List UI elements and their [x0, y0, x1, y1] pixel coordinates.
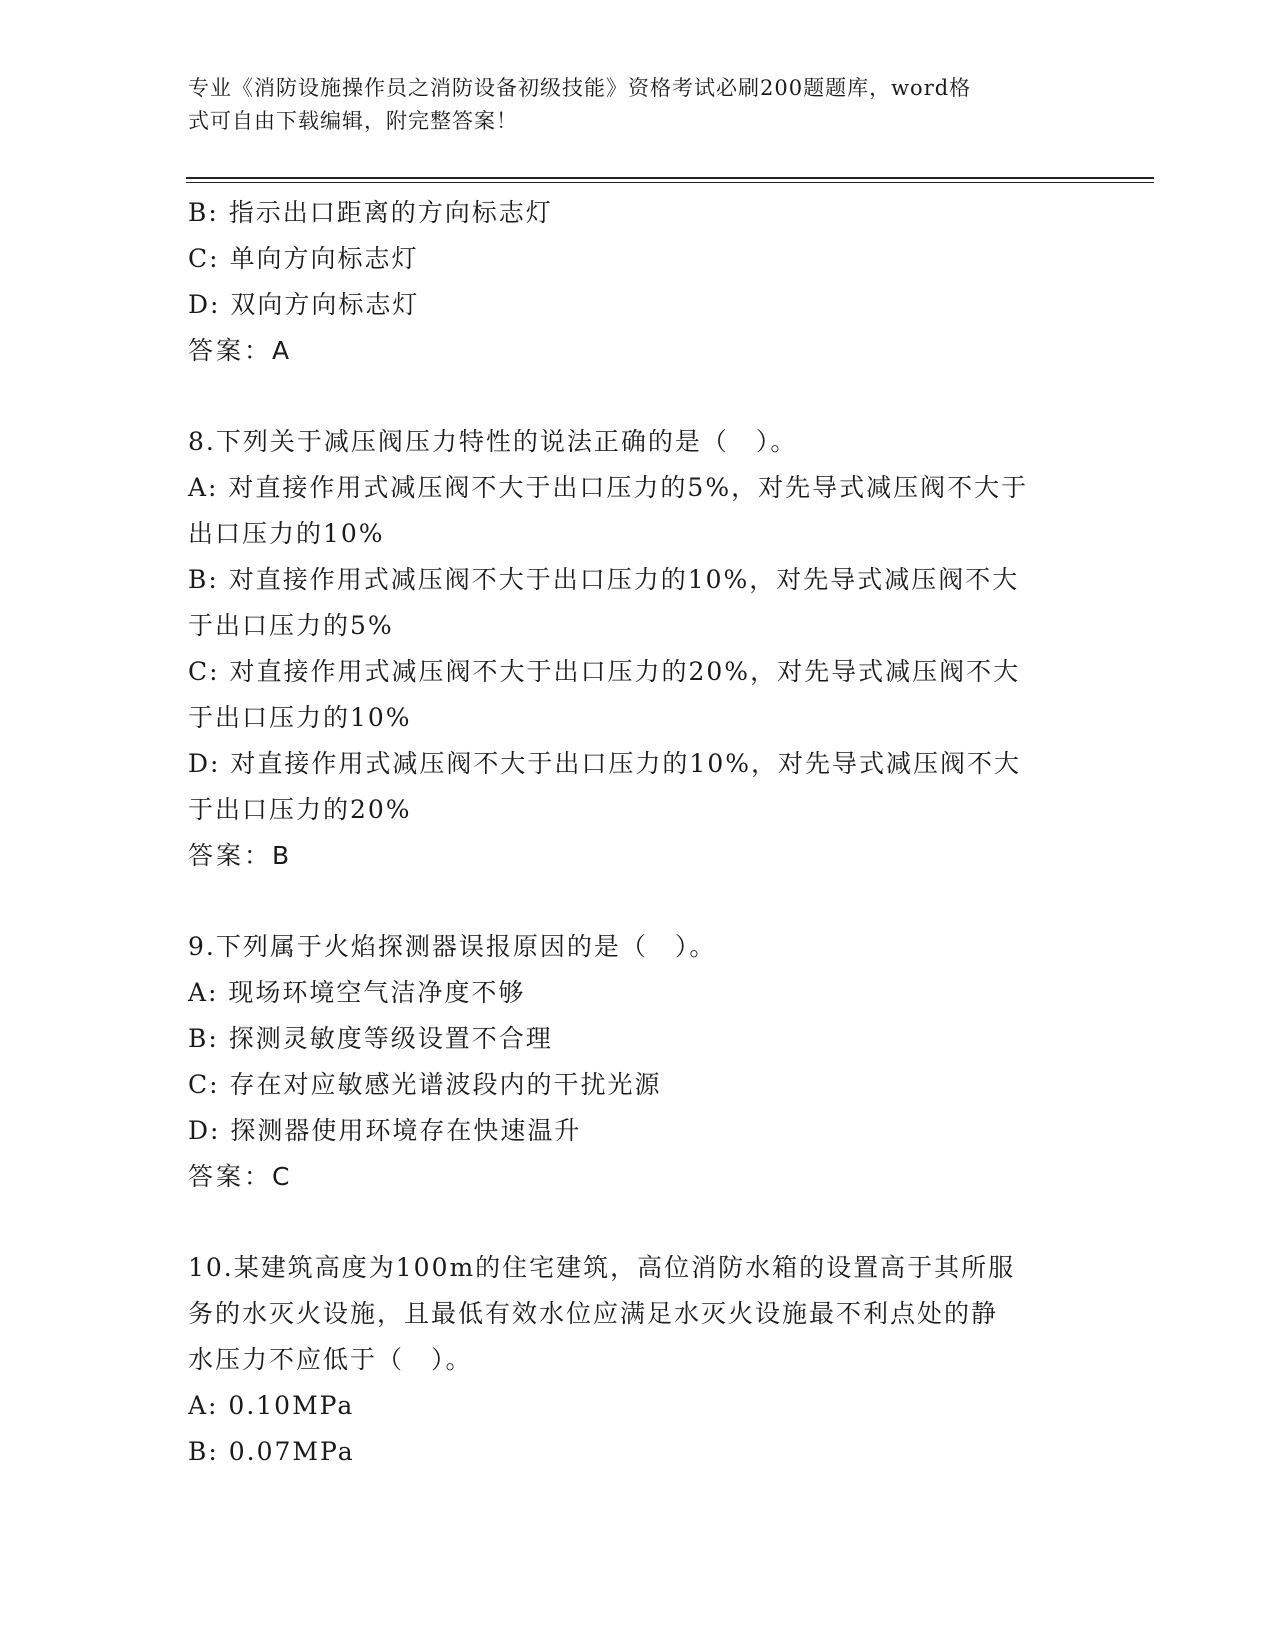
question-10-stem-line-2: 务的水灭火设施，且最低有效水位应满足水灭火设施最不利点处的静: [188, 1299, 999, 1328]
question-9-option-c: C: 存在对应敏感光谱波段内的干扰光源: [188, 1070, 662, 1099]
question-8-option-c-line-1: C: 对直接作用式减压阀不大于出口压力的20%，对先导式减压阀不大: [188, 657, 1021, 686]
question-10-option-b: B: 0.07MPa: [188, 1437, 355, 1466]
question-8-option-d-line-1: D: 对直接作用式减压阀不大于出口压力的10%，对先导式减压阀不大: [188, 749, 1021, 778]
question-8-option-a-line-1: A: 对直接作用式减压阀不大于出口压力的5%，对先导式减压阀不大于: [188, 473, 1029, 502]
question-9-option-a: A: 现场环境空气洁净度不够: [188, 978, 526, 1007]
question-9-answer: 答案：C: [188, 1162, 293, 1191]
question-10-stem-line-3: 水压力不应低于（ ）。: [188, 1345, 473, 1374]
question-10-option-a: A: 0.10MPa: [188, 1391, 355, 1420]
question-8-option-b-line-1: B: 对直接作用式减压阀不大于出口压力的10%，对先导式减压阀不大: [188, 565, 1020, 594]
spacer: [188, 879, 1088, 924]
header-line-1: 专业《消防设施操作员之消防设备初级技能》资格考试必刷200题题库，word格: [188, 76, 972, 100]
header-divider-thick: [186, 177, 1154, 179]
header-divider-thin: [186, 182, 1154, 183]
document-header: [188, 72, 1068, 138]
question-9-option-d: D: 探测器使用环境存在快速温升: [188, 1116, 582, 1145]
question-10-stem-line-1: 10.某建筑高度为100m的住宅建筑，高位消防水箱的设置高于其所服: [188, 1253, 1016, 1282]
question-7-option-d: D: 双向方向标志灯: [188, 290, 420, 319]
question-8-option-b-line-2: 于出口压力的5%: [188, 611, 394, 640]
question-8-option-a-line-2: 出口压力的10%: [188, 519, 385, 548]
question-list: [188, 190, 1088, 1475]
question-7-tail: [188, 190, 1088, 374]
question-9-option-b: B: 探测灵敏度等级设置不合理: [188, 1024, 553, 1053]
question-9: [188, 924, 1088, 1200]
question-9-stem: 9.下列属于火焰探测器误报原因的是（ ）。: [188, 932, 717, 961]
question-8-option-d-line-2: 于出口压力的20%: [188, 795, 412, 824]
question-7-option-b: B: 指示出口距离的方向标志灯: [188, 198, 553, 227]
spacer: [188, 1200, 1088, 1245]
question-7-option-c: C: 单向方向标志灯: [188, 244, 419, 273]
question-7-answer: 答案：A: [188, 336, 293, 365]
question-8-option-c-line-2: 于出口压力的10%: [188, 703, 412, 732]
question-8: [188, 419, 1088, 879]
spacer: [188, 374, 1088, 419]
question-8-answer: 答案：B: [188, 841, 293, 870]
header-line-2: 式可自由下载编辑，附完整答案！: [188, 109, 518, 133]
question-10: [188, 1245, 1088, 1475]
question-8-stem: 8.下列关于减压阀压力特性的说法正确的是（ ）。: [188, 427, 798, 456]
